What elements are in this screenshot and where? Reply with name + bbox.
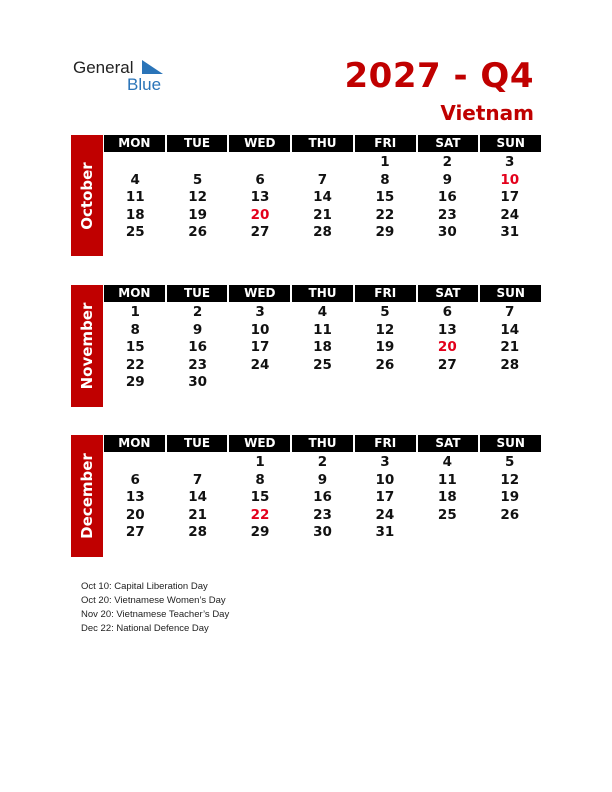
day-cell: 16 xyxy=(437,189,457,205)
day-cell: 13 xyxy=(437,321,457,338)
day-cell: 27 xyxy=(125,524,145,540)
day-cell: 18 xyxy=(437,489,457,505)
day-cell: 26 xyxy=(188,224,208,240)
day-cell: 27 xyxy=(250,224,270,240)
day-cell: 6 xyxy=(255,171,265,188)
day-cell: 12 xyxy=(500,471,520,488)
day-cell: 30 xyxy=(437,224,457,240)
month-october xyxy=(71,135,541,256)
day-cell: 29 xyxy=(250,524,270,540)
day-cell: 29 xyxy=(125,374,145,390)
day-cell: 23 xyxy=(313,506,332,523)
month-tab xyxy=(71,135,103,256)
weekday-header: TUE xyxy=(167,135,228,152)
weekday-header: FRI xyxy=(355,135,416,152)
day-cell: 25 xyxy=(437,506,457,523)
day-cell: 17 xyxy=(375,489,395,505)
day-cell: 6 xyxy=(130,471,140,488)
week-row xyxy=(104,154,541,172)
day-cell: 7 xyxy=(317,171,328,188)
day-cell: 26 xyxy=(375,356,395,373)
day-cell: 25 xyxy=(313,356,332,373)
day-cell: 11 xyxy=(313,321,332,338)
calendar-grid xyxy=(104,135,541,242)
day-cell: 27 xyxy=(437,356,457,373)
weekday-header: WED xyxy=(229,285,290,302)
day-cell: 14 xyxy=(188,489,208,505)
day-cell: 4 xyxy=(442,454,453,470)
weekday-header: FRI xyxy=(355,435,416,452)
empty-day-cell xyxy=(416,524,478,542)
empty-day-cell xyxy=(104,454,166,472)
holiday-note: Nov 20: Vietnamese Teacher’s Day xyxy=(81,609,230,620)
logo xyxy=(73,58,173,98)
day-cell: 23 xyxy=(188,356,208,373)
day-cell: 11 xyxy=(125,189,145,205)
month-december xyxy=(71,435,541,557)
empty-day-cell xyxy=(291,374,353,392)
month-name: October xyxy=(78,161,96,230)
day-cell: 3 xyxy=(255,304,265,320)
empty-day-cell xyxy=(416,374,478,392)
day-cell: 10 xyxy=(375,471,395,488)
day-cell: 31 xyxy=(500,224,520,240)
day-cell: 6 xyxy=(442,304,453,320)
weekday-header: TUE xyxy=(167,435,228,452)
day-cell: 16 xyxy=(313,489,332,505)
week-row xyxy=(104,304,541,322)
day-cell: 28 xyxy=(313,224,332,240)
week-row xyxy=(104,322,541,340)
holiday-note: Dec 22: National Defence Day xyxy=(81,623,209,634)
day-cell: 8 xyxy=(380,171,390,188)
day-cell: 15 xyxy=(375,189,395,205)
weekday-header: THU xyxy=(292,435,353,452)
day-cell: 19 xyxy=(188,206,208,223)
empty-day-cell xyxy=(291,154,353,172)
weekday-header: MON xyxy=(104,285,165,302)
weekday-header-row xyxy=(104,135,541,152)
page-title: 2027 - Q4 xyxy=(344,56,534,96)
day-cell: 20 xyxy=(437,339,457,355)
day-cell: 7 xyxy=(505,304,515,320)
empty-day-cell xyxy=(354,374,416,392)
day-cell: 18 xyxy=(313,339,332,355)
weekday-header: SUN xyxy=(480,285,541,302)
empty-day-cell xyxy=(166,154,228,172)
weekday-header: WED xyxy=(229,435,290,452)
day-cell: 1 xyxy=(130,304,140,320)
day-cell: 10 xyxy=(250,321,270,338)
weekday-header: TUE xyxy=(167,285,228,302)
day-cell: 3 xyxy=(505,154,515,170)
day-cell: 5 xyxy=(192,171,203,188)
day-cell: 8 xyxy=(255,471,265,488)
day-cell: 12 xyxy=(188,189,208,205)
week-row xyxy=(104,507,541,525)
day-cell: 30 xyxy=(188,374,208,390)
day-cell: 1 xyxy=(380,154,390,170)
day-cell: 26 xyxy=(500,506,520,523)
day-cell: 24 xyxy=(375,506,395,523)
day-cell: 21 xyxy=(188,506,208,523)
week-row xyxy=(104,489,541,507)
day-cell: 2 xyxy=(442,154,453,170)
month-tab xyxy=(71,285,103,407)
weekday-header: MON xyxy=(104,435,165,452)
month-name: November xyxy=(78,302,96,390)
day-cell: 22 xyxy=(125,356,145,373)
day-cell: 28 xyxy=(500,356,520,373)
day-cell: 17 xyxy=(500,189,520,205)
week-row xyxy=(104,524,541,542)
day-cell: 9 xyxy=(192,321,203,338)
weekday-header: SAT xyxy=(418,285,479,302)
weekday-header: THU xyxy=(292,135,353,152)
empty-day-cell xyxy=(104,154,166,172)
day-cell: 21 xyxy=(500,339,520,355)
week-row xyxy=(104,189,541,207)
weekday-header: SUN xyxy=(480,135,541,152)
weekday-header: SAT xyxy=(418,135,479,152)
day-cell: 19 xyxy=(375,339,395,355)
weekday-header: FRI xyxy=(355,285,416,302)
weekday-header: SUN xyxy=(480,435,541,452)
day-cell: 29 xyxy=(375,224,395,240)
day-cell: 25 xyxy=(125,224,145,240)
holiday-note: Oct 20: Vietnamese Women’s Day xyxy=(81,595,226,606)
day-cell: 21 xyxy=(313,206,332,223)
day-cell: 22 xyxy=(250,506,270,523)
calendar-grid xyxy=(104,435,541,542)
day-cell: 9 xyxy=(317,471,328,488)
day-cell: 28 xyxy=(188,524,208,540)
day-cell: 22 xyxy=(375,206,395,223)
day-cell: 15 xyxy=(125,339,145,355)
week-row xyxy=(104,172,541,190)
day-cell: 13 xyxy=(250,189,270,205)
day-cell: 20 xyxy=(125,506,145,523)
day-cell: 15 xyxy=(250,489,270,505)
holiday-note: Oct 10: Capital Liberation Day xyxy=(81,581,208,592)
empty-day-cell xyxy=(479,524,541,542)
day-cell: 14 xyxy=(313,189,332,205)
day-cell: 31 xyxy=(375,524,395,540)
month-name: December xyxy=(78,453,96,539)
day-cell: 11 xyxy=(437,471,457,488)
empty-day-cell xyxy=(479,374,541,392)
day-cell: 16 xyxy=(188,339,208,355)
month-tab xyxy=(71,435,103,557)
day-cell: 12 xyxy=(375,321,395,338)
day-cell: 4 xyxy=(317,304,328,320)
day-cell: 1 xyxy=(255,454,265,470)
weekday-header: WED xyxy=(229,135,290,152)
empty-day-cell xyxy=(166,454,228,472)
day-cell: 3 xyxy=(380,454,390,470)
month-november xyxy=(71,285,541,407)
empty-day-cell xyxy=(229,374,291,392)
day-cell: 5 xyxy=(380,304,390,320)
week-row xyxy=(104,454,541,472)
day-cell: 13 xyxy=(125,489,145,505)
day-cell: 18 xyxy=(125,206,145,223)
day-cell: 8 xyxy=(130,321,140,338)
day-cell: 5 xyxy=(505,454,515,470)
day-cell: 23 xyxy=(437,206,457,223)
week-row xyxy=(104,472,541,490)
week-row xyxy=(104,339,541,357)
weekday-header-row xyxy=(104,285,541,302)
day-cell: 24 xyxy=(500,206,520,223)
week-row xyxy=(104,207,541,225)
logo-text-general: General xyxy=(73,58,134,77)
day-cell: 19 xyxy=(500,489,520,505)
day-cell: 10 xyxy=(500,171,520,188)
week-row xyxy=(104,357,541,375)
logo-text-blue: Blue xyxy=(127,75,162,94)
calendar-grid xyxy=(104,285,541,392)
day-cell: 17 xyxy=(250,339,270,355)
week-row xyxy=(104,224,541,242)
weekday-header: SAT xyxy=(418,435,479,452)
day-cell: 24 xyxy=(250,356,270,373)
weekday-header-row xyxy=(104,435,541,452)
holiday-notes xyxy=(81,580,229,636)
country-name: Vietnam xyxy=(440,101,534,125)
day-cell: 9 xyxy=(442,171,453,188)
weekday-header: THU xyxy=(292,285,353,302)
day-cell: 7 xyxy=(192,471,203,488)
week-row xyxy=(104,374,541,392)
day-cell: 2 xyxy=(317,454,328,470)
logo-triangle-icon xyxy=(142,60,164,76)
day-cell: 30 xyxy=(313,524,332,540)
empty-day-cell xyxy=(229,154,291,172)
weekday-header: MON xyxy=(104,135,165,152)
day-cell: 2 xyxy=(192,304,203,320)
day-cell: 14 xyxy=(500,321,520,338)
day-cell: 4 xyxy=(130,171,140,188)
day-cell: 20 xyxy=(250,206,270,223)
